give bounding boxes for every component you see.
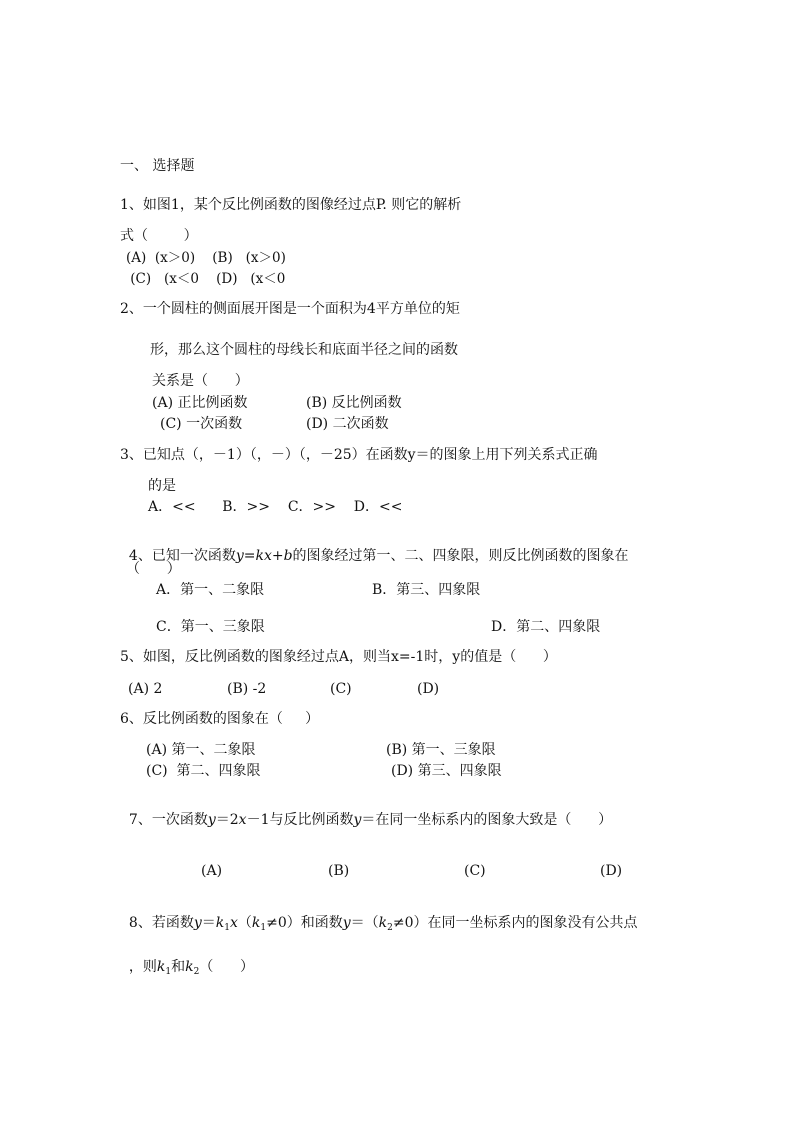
question-8-k1-label: k	[156, 959, 166, 975]
question-8-eq: ＝	[201, 915, 216, 931]
question-4-option-a: A．第一、二象限	[156, 582, 265, 598]
question-4-formula: y=kx+b	[235, 548, 293, 564]
question-4-stem-post: 的图象经过第一、二、四象限，则反比例函数的图象在	[292, 548, 629, 564]
question-3-stem: 3、已知点（，－1）（，－）（，－25）在函数y＝的图象上用下列关系式正确	[120, 447, 598, 463]
question-2-stem: 2、一个圆柱的侧面展开图是一个面积为4平方单位的矩	[120, 301, 460, 317]
question-8-line2-pre: ，则	[128, 959, 157, 975]
question-2-option-b: (B) 反比例函数	[306, 395, 402, 411]
question-8-tail: ≠0）在同一坐标系内的图象没有公共点	[392, 915, 638, 931]
question-3-stem-cont: 的是	[148, 478, 176, 494]
question-4-option-d: D．第二、四象限	[491, 619, 601, 635]
question-8-ne0: ≠0）和函数	[266, 915, 343, 931]
question-8-var-y2: y	[342, 915, 351, 931]
question-8-k2-label: k	[185, 959, 194, 975]
section-title: 一、 选择题	[120, 158, 195, 174]
question-2-stem-cont2: 关系是（ ）	[152, 373, 249, 389]
question-7-stem-pre: 7、一次函数	[128, 812, 208, 828]
question-7-var-y2: y	[353, 812, 362, 828]
question-2-option-c: (C) 一次函数	[160, 416, 243, 432]
question-1-stem: 1、如图1，某个反比例函数的图像经过点P. 则它的解析	[120, 197, 462, 213]
question-8-var-k1b: k	[251, 915, 261, 931]
question-7-stem	[120, 793, 612, 829]
question-5-stem: 5、如图，反比例函数的图象经过点A，则当x=-1时，y的值是（ ）	[120, 649, 557, 665]
question-2-option-d: (D) 二次函数	[306, 416, 389, 432]
question-8-var-k2: k	[378, 915, 388, 931]
question-5-option-a: (A) 2	[128, 681, 163, 697]
question-8-sub1b: 1	[260, 923, 267, 933]
question-1-options-row1: (A) (x＞0) (B) (x＞0)	[126, 250, 286, 266]
question-4-stem-cont: （ ）	[126, 561, 181, 577]
question-5-option-d: (D)	[417, 681, 440, 697]
question-8-k2-sub: 2	[193, 967, 200, 977]
question-8-eq2: ＝（	[350, 915, 379, 931]
question-4-option-c: C．第一、三象限	[156, 619, 265, 635]
question-7-stem-mid1: ＝2	[215, 812, 239, 828]
question-1-stem-cont: 式（ ）	[120, 228, 198, 244]
question-4-stem-pre: 4、已知一次函数	[128, 548, 236, 564]
question-8-sub1: 1	[224, 923, 230, 933]
question-7-var-x: x	[238, 812, 247, 828]
question-7-stem-post: ＝在同一坐标系内的图象大致是（ ）	[361, 812, 613, 828]
question-4-stem	[120, 529, 629, 565]
question-8-num: 8、若函数	[128, 915, 194, 931]
question-8-stem-cont	[120, 940, 254, 981]
question-7-option-c: (C)	[464, 863, 486, 879]
question-4-option-b: B．第三、四象限	[372, 582, 481, 598]
question-2-stem-cont: 形，那么这个圆柱的母线长和底面半径之间的函数	[150, 342, 458, 358]
question-8-paren1: （	[237, 915, 252, 931]
question-7-option-d: (D)	[600, 863, 623, 879]
question-5-option-c: (C)	[330, 681, 352, 697]
question-1-options-row2: (C) (x＜0 (D) (x＜0	[126, 271, 286, 287]
question-6-option-c: (C) 第二、四象限	[146, 763, 261, 779]
question-8-k1-sub: 1	[165, 967, 172, 977]
question-5-option-b: (B) -2	[227, 681, 267, 697]
question-8-var-y: y	[193, 915, 202, 931]
question-6-option-d: (D) 第三、四象限	[391, 763, 502, 779]
question-7-stem-mid2: －1与反比例函数	[246, 812, 354, 828]
question-6-option-b: (B) 第一、三象限	[386, 742, 496, 758]
question-6-option-a: (A) 第一、二象限	[146, 742, 256, 758]
question-3-options: A．<< B．>> C．>> D．<<	[148, 499, 403, 515]
question-7-var-y: y	[207, 812, 216, 828]
question-7-option-b: (B)	[328, 863, 350, 879]
question-8-line2-post: （ ）	[199, 959, 255, 975]
question-8-var-x: x	[229, 915, 238, 931]
question-8-var-k: k	[215, 915, 225, 931]
question-8-sub2: 2	[387, 923, 393, 933]
question-8-stem	[120, 896, 638, 937]
question-2-option-a: (A) 正比例函数	[152, 395, 248, 411]
question-6-stem: 6、反比例函数的图象在（ ）	[120, 711, 320, 727]
question-7-option-a: (A)	[201, 863, 223, 879]
question-8-and: 和	[171, 959, 186, 975]
